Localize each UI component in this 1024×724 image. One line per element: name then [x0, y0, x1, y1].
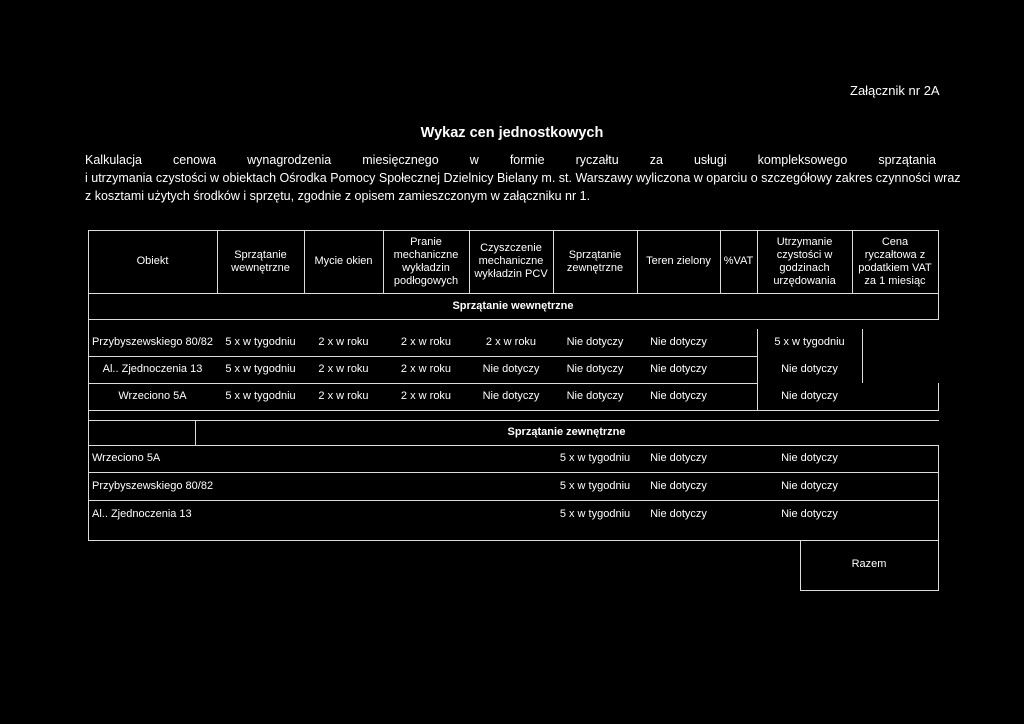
row-2-obiekt: Al.. Zjednoczenia 13: [102, 363, 203, 375]
total-label: Razem: [851, 557, 887, 570]
grid-line: [938, 230, 939, 319]
grid-line: [800, 590, 939, 591]
ext-row-2-obiekt: Przybyszewskiego 80/82: [92, 479, 214, 492]
row-1-sprz_wew: 5 x w tygodniu: [225, 336, 296, 348]
row-2-utrzymanie: Nie dotyczy: [781, 363, 838, 375]
row-2-sprz_wew: 5 x w tygodniu: [225, 363, 296, 375]
header-obiekt: Obiekt: [136, 255, 169, 267]
intro-paragraph: [85, 151, 961, 205]
row-3-czyszczenie: Nie dotyczy: [482, 390, 540, 402]
section-external-label: Sprzątanie zewnętrzne: [507, 426, 626, 438]
ext-row-3-teren: Nie dotyczy: [650, 507, 707, 520]
header-vat: %VAT: [723, 255, 754, 267]
ext-row-1-teren: Nie dotyczy: [650, 452, 707, 464]
row-1-pranie: 2 x w roku: [400, 336, 452, 348]
grid-line: [862, 329, 863, 383]
ext-row-3-obiekt: Al.. Zjednoczenia 13: [92, 507, 192, 520]
row-1-sprz_zew: Nie dotyczy: [566, 336, 624, 348]
attachment-label: Załącznik nr 2A: [850, 83, 940, 98]
ext-row-1-obiekt: Wrzeciono 5A: [92, 452, 161, 464]
row-2-pranie: 2 x w roku: [400, 363, 452, 375]
row-2-czyszczenie: Nie dotyczy: [482, 363, 540, 375]
header-pranie: Pranie mechaniczne wykładzin podłogowych: [393, 235, 459, 287]
intro-line-2: i utrzymania czystości w obiektach Ośrodka Pomocy Społecznej Dzielnicy Bielany m. st. Warszawy wyliczona w oparciu o szczegółowy zakres czynności wraz: [85, 171, 961, 185]
header-cena: Cena ryczałtowa z podatkiem VAT za 1 miesiąc: [858, 235, 932, 287]
ext-row-1-sprz_zew: 5 x w tygodniu: [559, 452, 631, 464]
header-czyszczenie: Czyszczenie mechaniczne wykładzin PCV: [474, 242, 548, 280]
grid-line: [938, 540, 939, 590]
grid-line: [88, 319, 939, 320]
ext-row-2-teren: Nie dotyczy: [650, 479, 707, 492]
header-mycie-okien: Mycie okien: [314, 255, 373, 267]
ext-row-1-utrzymanie: Nie dotyczy: [781, 452, 838, 464]
grid-line: [938, 445, 939, 540]
row-2-teren: Nie dotyczy: [650, 363, 707, 375]
row-3-sprz_wew: 5 x w tygodniu: [225, 390, 296, 402]
section-internal-label: Sprzątanie wewnętrzne: [452, 299, 574, 312]
row-3-obiekt: Wrzeciono 5A: [118, 390, 187, 402]
row-3-mycie: 2 x w roku: [318, 390, 369, 402]
row-1-teren: Nie dotyczy: [650, 336, 707, 348]
page-title: Wykaz cen jednostkowych: [420, 125, 604, 141]
grid-line: [938, 383, 939, 410]
header-teren-zielony: Teren zielony: [646, 255, 711, 267]
row-1-czyszczenie: 2 x w roku: [485, 336, 537, 348]
row-3-teren: Nie dotyczy: [650, 390, 707, 402]
intro-line-1: Kalkulacja cenowa wynagrodzenia miesięcznego w formie ryczałtu za usługi kompleksowego sprzątania: [85, 153, 936, 167]
row-1-obiekt: Przybyszewskiego 80/82: [91, 336, 214, 348]
grid-line: [88, 410, 939, 411]
row-3-pranie: 2 x w roku: [400, 390, 452, 402]
row-2-mycie: 2 x w roku: [318, 363, 369, 375]
ext-row-2-utrzymanie: Nie dotyczy: [781, 479, 838, 492]
row-1-utrzymanie: 5 x w tygodniu: [774, 336, 845, 348]
row-3-utrzymanie: Nie dotyczy: [781, 390, 838, 402]
header-utrzymanie: Utrzymanie czystości w godzinach urzędowania: [773, 235, 836, 287]
ext-row-3-utrzymanie: Nie dotyczy: [781, 507, 838, 520]
ext-row-3-sprz_zew: 5 x w tygodniu: [559, 507, 631, 520]
row-3-sprz_zew: Nie dotyczy: [566, 390, 624, 402]
intro-line-3: z kosztami użytych środków i sprzętu, zgodnie z opisem zamieszczonym w załączniku nr 1.: [85, 189, 591, 203]
header-sprzatanie-zewnetrzne: Sprzątanie zewnętrzne: [566, 248, 624, 274]
row-2-sprz_zew: Nie dotyczy: [566, 363, 624, 375]
header-sprzatanie-wewnetrzne: Sprzątanie wewnętrzne: [231, 248, 290, 274]
row-1-mycie: 2 x w roku: [318, 336, 369, 348]
grid-line: [800, 540, 939, 541]
ext-row-2-sprz_zew: 5 x w tygodniu: [559, 479, 631, 492]
